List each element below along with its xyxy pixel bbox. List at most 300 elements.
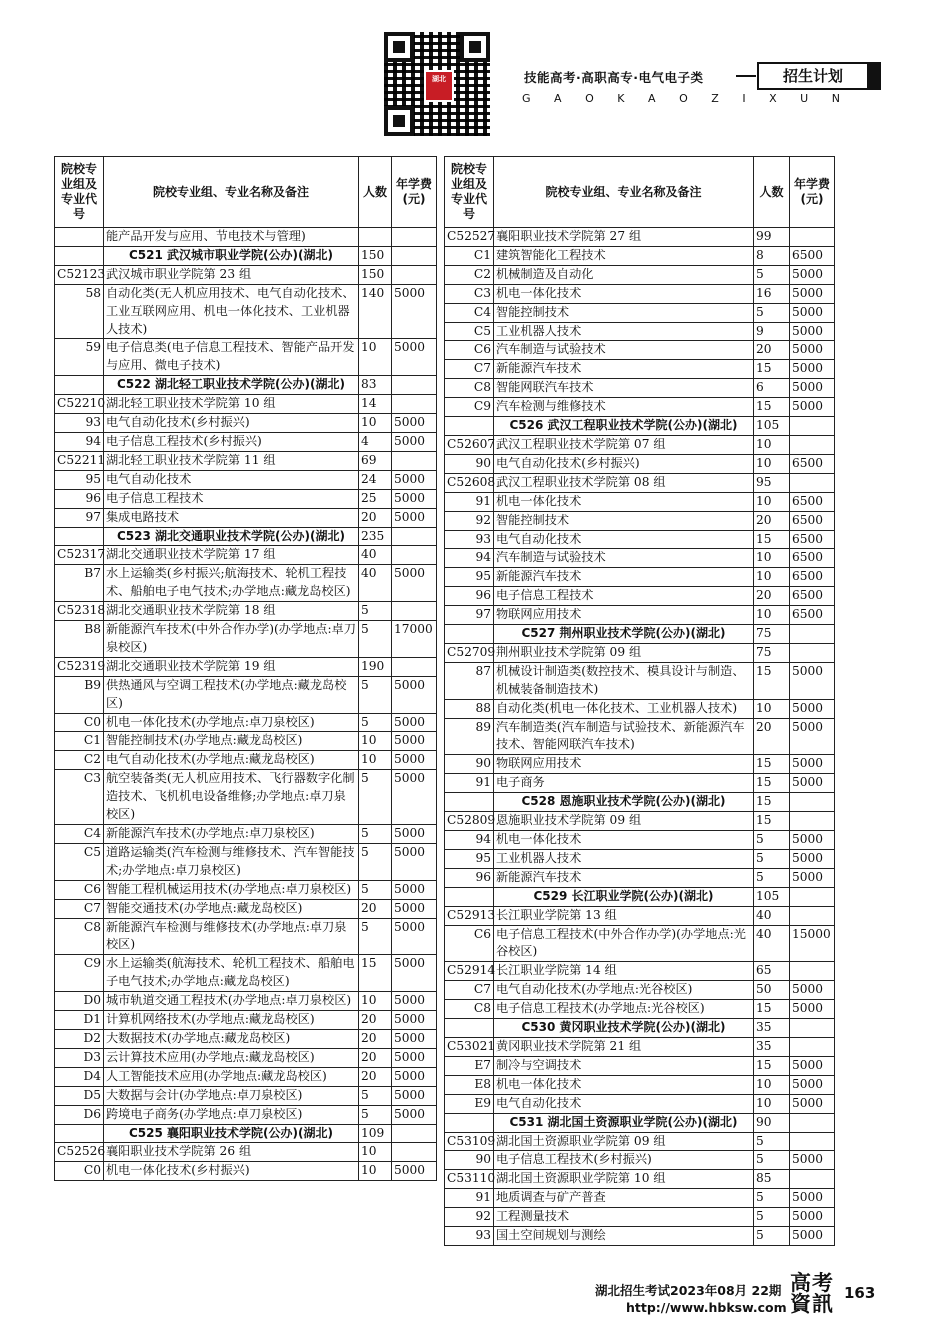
cell-count: 5 [754, 868, 790, 887]
cell-count: 20 [754, 511, 790, 530]
cell-count: 5 [754, 303, 790, 322]
cell-code: C53110 [445, 1170, 494, 1189]
cell-code: 90 [445, 1151, 494, 1170]
cell-fee: 5000 [790, 981, 835, 1000]
cell-fee [392, 602, 437, 621]
school-row [445, 1019, 835, 1038]
cell-fee [790, 1132, 835, 1151]
cell-code: C52527 [445, 228, 494, 247]
cell-count: 20 [754, 341, 790, 360]
table-row [55, 732, 437, 751]
cell-count: 105 [754, 887, 790, 906]
cell-count: 69 [359, 451, 392, 470]
cell-name: 工业机器人技术 [494, 322, 754, 341]
cell-fee: 5000 [790, 1000, 835, 1019]
cell-name: 智能控制技术 [494, 303, 754, 322]
cell-count: 50 [754, 981, 790, 1000]
cell-name: 机电一体化技术(办学地点:卓刀泉校区) [104, 713, 359, 732]
header-letter: O [585, 92, 596, 105]
cell-name: 集成电路技术 [104, 508, 359, 527]
cell-code: 93 [55, 414, 104, 433]
cell-name: 城市轨道交通工程技术(办学地点:卓刀泉校区) [104, 992, 359, 1011]
cell-count: 6 [754, 379, 790, 398]
cell-name: 跨境电子商务(办学地点:卓刀泉校区) [104, 1105, 359, 1124]
cell-fee: 5000 [392, 770, 437, 825]
cell-fee: 5000 [790, 1075, 835, 1094]
cell-count: 190 [359, 657, 392, 676]
cell-code: C8 [445, 379, 494, 398]
table-row [55, 770, 437, 825]
cell-count: 10 [359, 751, 392, 770]
cell-count: 20 [359, 1011, 392, 1030]
header-count: 人数 [359, 157, 392, 228]
cell-name: 电气自动化技术(办学地点:藏龙岛校区) [104, 751, 359, 770]
cell-code: C7 [55, 899, 104, 918]
cell-name: 新能源汽车技术(中外合作办学)(办学地点:卓刀泉校区) [104, 621, 359, 658]
cell-code: C8 [445, 1000, 494, 1019]
header-subtitle: 技能高考·高职高专·电气电子类 [524, 70, 704, 85]
cell-code: C53109 [445, 1132, 494, 1151]
cell-name: 智能网联汽车技术 [494, 379, 754, 398]
school-row [445, 793, 835, 812]
cell-name: 湖北国土资源职业学院第 09 组 [494, 1132, 754, 1151]
table-row [55, 1086, 437, 1105]
cell-fee: 5000 [790, 718, 835, 755]
school-row [445, 887, 835, 906]
cell-fee: 5000 [790, 755, 835, 774]
cell-fee: 5000 [790, 1151, 835, 1170]
cell-code: 97 [445, 606, 494, 625]
cell-name: 机械设计制造类(数控技术、模具设计与制造、机械装备制造技术) [494, 662, 754, 699]
header-name: 院校专业组、专业名称及备注 [494, 157, 754, 228]
cell-name: 电子信息工程技术(乡村振兴) [494, 1151, 754, 1170]
cell-count: 10 [359, 992, 392, 1011]
cell-count: 40 [359, 565, 392, 602]
cell-fee: 5000 [392, 992, 437, 1011]
cell-fee: 6500 [790, 568, 835, 587]
cell-fee: 5000 [392, 1029, 437, 1048]
cell-name: 恩施职业技术学院第 09 组 [494, 812, 754, 831]
table-row [55, 414, 437, 433]
cell-name: 自动化类(机电一体化技术、工业机器人技术) [494, 699, 754, 718]
table-row [55, 546, 437, 565]
cell-name: 黄冈职业技术学院第 21 组 [494, 1037, 754, 1056]
cell-name: 工业机器人技术 [494, 849, 754, 868]
cell-name: 武汉城市职业学院第 23 组 [104, 265, 359, 284]
cell-name: 智能交通技术(办学地点:藏龙岛校区) [104, 899, 359, 918]
cell-name: 汽车检测与维修技术 [494, 398, 754, 417]
cell-name: 湖北交通职业技术学院第 18 组 [104, 602, 359, 621]
cell-code: 89 [445, 718, 494, 755]
qr-finder [460, 32, 490, 62]
cell-fee: 5000 [790, 398, 835, 417]
header-letter: A [648, 92, 658, 105]
cell-code: 97 [55, 508, 104, 527]
cell-count: 20 [359, 899, 392, 918]
cell-fee: 5000 [392, 1162, 437, 1181]
cell-name: 水上运输类(航海技术、轮机工程技术、船舶电子电气技术;办学地点:藏龙岛校区) [104, 955, 359, 992]
cell-fee [790, 473, 835, 492]
cell-code [55, 246, 104, 265]
cell-name: 道路运输类(汽车检测与维修技术、汽车智能技术;办学地点:卓刀泉校区) [104, 843, 359, 880]
cell-fee: 5000 [392, 825, 437, 844]
table-row [445, 1170, 835, 1189]
cell-fee [392, 395, 437, 414]
cell-name: 供热通风与空调工程技术(办学地点:藏龙岛校区) [104, 676, 359, 713]
table-row [55, 470, 437, 489]
cell-name: 机电一体化技术 [494, 492, 754, 511]
table-row [55, 955, 437, 992]
cell-fee [790, 1019, 835, 1038]
cell-count: 5 [754, 1208, 790, 1227]
table-row [55, 265, 437, 284]
cell-name: C523 湖北交通职业技术学院(公办)(湖北) [104, 527, 359, 546]
cell-name: 电子信息工程技术(办学地点:光谷校区) [494, 1000, 754, 1019]
table-row [445, 981, 835, 1000]
cell-code: E7 [445, 1056, 494, 1075]
enrollment-table-left [54, 156, 437, 1181]
cell-code: 95 [55, 470, 104, 489]
cell-fee: 5000 [392, 918, 437, 955]
table-row [55, 825, 437, 844]
cell-name: 物联网应用技术 [494, 755, 754, 774]
cell-name: 智能工程机械运用技术(办学地点:卓刀泉校区) [104, 880, 359, 899]
cell-fee: 6500 [790, 606, 835, 625]
school-row [55, 246, 437, 265]
cell-fee [790, 1170, 835, 1189]
cell-name: 襄阳职业技术学院第 26 组 [104, 1143, 359, 1162]
cell-code: 58 [55, 284, 104, 339]
table-row [445, 398, 835, 417]
cell-name: 湖北轻工职业技术学院第 11 组 [104, 451, 359, 470]
cell-name: 工程测量技术 [494, 1208, 754, 1227]
cell-name: 物联网应用技术 [494, 606, 754, 625]
cell-name: C527 荆州职业技术学院(公办)(湖北) [494, 625, 754, 644]
cell-name: 机械制造及自动化 [494, 265, 754, 284]
cell-count: 5 [754, 1227, 790, 1246]
table-row [55, 1011, 437, 1030]
school-row [55, 527, 437, 546]
table-row [55, 713, 437, 732]
cell-count: 20 [754, 718, 790, 755]
table-row [445, 1094, 835, 1113]
header-code: 院校专业组及专业代号 [55, 157, 104, 228]
table-row [445, 379, 835, 398]
table-row [445, 925, 835, 962]
table-row [55, 508, 437, 527]
cell-count: 15 [754, 1000, 790, 1019]
website-url[interactable]: http://www.hbksw.com [626, 1300, 787, 1315]
cell-count: 10 [359, 339, 392, 376]
cell-code: 95 [445, 568, 494, 587]
cell-count: 5 [754, 831, 790, 850]
table-row [55, 1029, 437, 1048]
table-row [55, 676, 437, 713]
table-row [445, 587, 835, 606]
table-row [55, 451, 437, 470]
header-rule [736, 75, 756, 77]
cell-fee: 5000 [392, 1011, 437, 1030]
table-row [445, 831, 835, 850]
cell-fee: 5000 [392, 843, 437, 880]
cell-fee: 5000 [790, 360, 835, 379]
cell-count: 10 [754, 454, 790, 473]
cell-code: C2 [445, 265, 494, 284]
journal-issue: 湖北招生考试2023年08月 22期 [595, 1283, 782, 1298]
table-row [445, 549, 835, 568]
table-header-row [445, 157, 835, 228]
school-row [55, 1124, 437, 1143]
table-row [55, 432, 437, 451]
cell-name: C526 武汉工程职业技术学院(公办)(湖北) [494, 417, 754, 436]
table-row [445, 662, 835, 699]
table-row [445, 246, 835, 265]
cell-fee: 6500 [790, 587, 835, 606]
school-row [55, 376, 437, 395]
cell-code [55, 527, 104, 546]
cell-count: 5 [359, 918, 392, 955]
cell-code [445, 1113, 494, 1132]
cell-fee: 5000 [790, 831, 835, 850]
header-letter: O [679, 92, 690, 105]
cell-code: C52608 [445, 473, 494, 492]
cell-code [445, 793, 494, 812]
cell-count: 5 [359, 602, 392, 621]
cell-name: 新能源汽车检测与维修技术(办学地点:卓刀泉校区) [104, 918, 359, 955]
cell-name: 航空装备类(无人机应用技术、飞行器数字化制造技术、飞机机电设备维修;办学地点:卓刀泉校区) [104, 770, 359, 825]
table-row [55, 339, 437, 376]
header-letter: N [831, 92, 842, 105]
cell-fee: 5000 [392, 508, 437, 527]
cell-count: 85 [754, 1170, 790, 1189]
cell-count: 5 [754, 849, 790, 868]
table-row [445, 1000, 835, 1019]
cell-count: 10 [754, 699, 790, 718]
cell-fee [790, 1113, 835, 1132]
cell-count: 235 [359, 527, 392, 546]
cell-count [359, 228, 392, 247]
qr-code [384, 32, 490, 136]
cell-code: 93 [445, 1227, 494, 1246]
table-row [445, 1151, 835, 1170]
header-letters [522, 92, 842, 105]
cell-code: 90 [445, 755, 494, 774]
cell-name: 电子商务 [494, 774, 754, 793]
cell-code: 93 [445, 530, 494, 549]
cell-code: 87 [445, 662, 494, 699]
cell-code: 96 [55, 489, 104, 508]
cell-count: 35 [754, 1037, 790, 1056]
table-row [445, 755, 835, 774]
table-row [55, 880, 437, 899]
cell-fee [392, 246, 437, 265]
cell-fee: 5000 [392, 732, 437, 751]
cell-count: 75 [754, 625, 790, 644]
page-number: 163 [844, 1284, 876, 1302]
cell-code [55, 228, 104, 247]
cell-count: 20 [359, 1067, 392, 1086]
table-row [445, 962, 835, 981]
cell-count: 5 [754, 1189, 790, 1208]
cell-name: 大数据技术(办学地点:藏龙岛校区) [104, 1029, 359, 1048]
cell-code: C2 [55, 751, 104, 770]
cell-count: 109 [359, 1124, 392, 1143]
cell-code: 91 [445, 774, 494, 793]
cell-code: B8 [55, 621, 104, 658]
cell-count: 140 [359, 284, 392, 339]
cell-code: C4 [445, 303, 494, 322]
cell-fee: 5000 [790, 849, 835, 868]
header-letter: U [800, 92, 811, 105]
cell-name: 武汉工程职业技术学院第 07 组 [494, 435, 754, 454]
cell-count: 40 [359, 546, 392, 565]
cell-name: 新能源汽车技术 [494, 868, 754, 887]
table-row [445, 868, 835, 887]
cell-code: C52913 [445, 906, 494, 925]
table-row [445, 284, 835, 303]
cell-fee: 6500 [790, 492, 835, 511]
cell-code: C52319 [55, 657, 104, 676]
table-row [445, 774, 835, 793]
cell-fee [392, 228, 437, 247]
cell-count: 15 [754, 530, 790, 549]
cell-count: 15 [754, 662, 790, 699]
cell-code: D3 [55, 1048, 104, 1067]
cell-count: 75 [754, 643, 790, 662]
cell-count: 15 [754, 755, 790, 774]
cell-fee: 5000 [790, 341, 835, 360]
cell-name: 机电一体化技术 [494, 284, 754, 303]
cell-name: 水上运输类(乡村振兴;航海技术、轮机工程技术、船舶电子电气技术;办学地点:藏龙岛校区) [104, 565, 359, 602]
table-row [55, 1105, 437, 1124]
cell-code: D5 [55, 1086, 104, 1105]
table-row [445, 228, 835, 247]
cell-code [445, 417, 494, 436]
table-row [445, 1227, 835, 1246]
cell-count: 5 [359, 1086, 392, 1105]
cell-fee [790, 643, 835, 662]
table-row [55, 1162, 437, 1181]
table-row [445, 1189, 835, 1208]
cell-count: 9 [754, 322, 790, 341]
cell-name: 国土空间规划与测绘 [494, 1227, 754, 1246]
cell-fee: 6500 [790, 511, 835, 530]
table-row [445, 492, 835, 511]
cell-count: 5 [359, 676, 392, 713]
cell-name: C531 湖北国土资源职业学院(公办)(湖北) [494, 1113, 754, 1132]
enrollment-table-right [444, 156, 835, 1246]
cell-name: C521 武汉城市职业学院(公办)(湖北) [104, 246, 359, 265]
table-row [445, 1037, 835, 1056]
cell-name: 电子信息工程技术(乡村振兴) [104, 432, 359, 451]
table-row [55, 395, 437, 414]
cell-code: C52709 [445, 643, 494, 662]
header-letter: Z [711, 92, 721, 105]
cell-fee [392, 657, 437, 676]
table-row [55, 918, 437, 955]
cell-fee: 5000 [790, 1056, 835, 1075]
cell-name: 机电一体化技术(乡村振兴) [104, 1162, 359, 1181]
cell-count: 10 [754, 606, 790, 625]
cell-code: C52211 [55, 451, 104, 470]
cell-fee: 5000 [392, 1048, 437, 1067]
cell-name: 电气自动化技术(乡村振兴) [494, 454, 754, 473]
cell-fee: 5000 [392, 470, 437, 489]
table-row [445, 606, 835, 625]
cell-fee: 5000 [392, 676, 437, 713]
qr-finder [384, 32, 414, 62]
cell-name: 建筑智能化工程技术 [494, 246, 754, 265]
cell-count: 15 [754, 398, 790, 417]
table-row [55, 228, 437, 247]
cell-name: 襄阳职业技术学院第 27 组 [494, 228, 754, 247]
header-fee: 年学费(元) [392, 157, 437, 228]
cell-code: C52914 [445, 962, 494, 981]
cell-code [55, 1124, 104, 1143]
cell-count: 10 [754, 549, 790, 568]
cell-fee [790, 625, 835, 644]
cell-fee [790, 1037, 835, 1056]
cell-fee [790, 417, 835, 436]
cell-name: 电子信息工程技术 [104, 489, 359, 508]
header-letter: K [617, 92, 627, 105]
header-code: 院校专业组及专业代号 [445, 157, 494, 228]
cell-count: 35 [754, 1019, 790, 1038]
table-row [445, 303, 835, 322]
qr-logo: 湖北 [424, 70, 454, 102]
cell-code: D0 [55, 992, 104, 1011]
table-row [445, 1208, 835, 1227]
cell-fee: 5000 [790, 1189, 835, 1208]
cell-count: 5 [754, 265, 790, 284]
cell-fee: 5000 [790, 303, 835, 322]
header-name: 院校专业组、专业名称及备注 [104, 157, 359, 228]
cell-fee: 5000 [790, 1094, 835, 1113]
cell-fee: 6500 [790, 454, 835, 473]
cell-code: D4 [55, 1067, 104, 1086]
cell-name: 制冷与空调技术 [494, 1056, 754, 1075]
cell-fee: 5000 [790, 699, 835, 718]
cell-code: C3 [445, 284, 494, 303]
cell-code: C3 [55, 770, 104, 825]
cell-code: 94 [55, 432, 104, 451]
cell-code: C6 [445, 341, 494, 360]
cell-count: 40 [754, 906, 790, 925]
cell-fee: 5000 [392, 713, 437, 732]
cell-name: 长江职业学院第 13 组 [494, 906, 754, 925]
cell-count: 20 [754, 587, 790, 606]
cell-code: C6 [445, 925, 494, 962]
table-row [55, 621, 437, 658]
cell-code: C6 [55, 880, 104, 899]
cell-code: C9 [445, 398, 494, 417]
cell-code: 91 [445, 492, 494, 511]
cell-fee: 6500 [790, 530, 835, 549]
cell-name: 电气自动化技术 [104, 470, 359, 489]
table-row [445, 435, 835, 454]
cell-name: 电气自动化技术 [494, 1094, 754, 1113]
cell-count: 10 [359, 732, 392, 751]
cell-code: C7 [445, 981, 494, 1000]
cell-count: 10 [754, 435, 790, 454]
table-row [445, 568, 835, 587]
cell-code [55, 376, 104, 395]
table-header-row [55, 157, 437, 228]
table-row [445, 699, 835, 718]
table-row [55, 751, 437, 770]
cell-count: 65 [754, 962, 790, 981]
table-row [445, 511, 835, 530]
